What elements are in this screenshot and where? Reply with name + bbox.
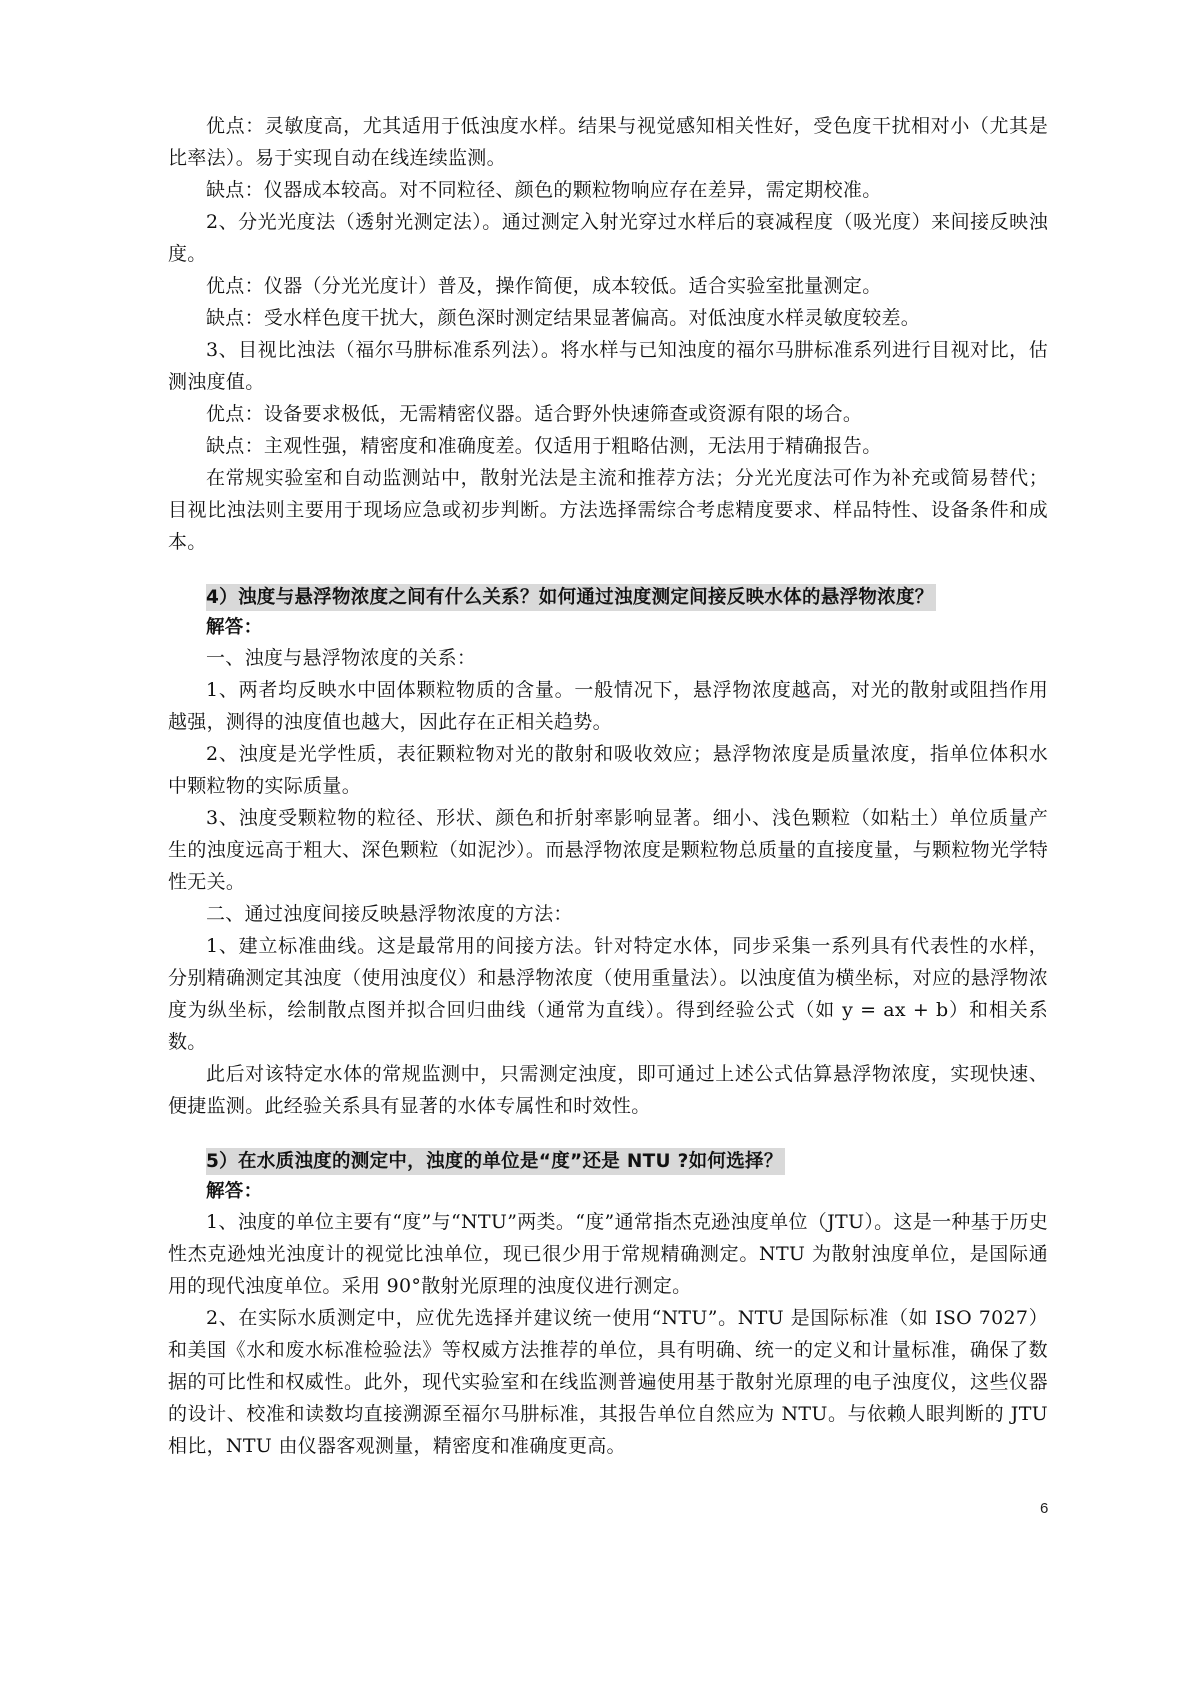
paragraph-scatter-advantages: 优点：灵敏度高，尤其适用于低浊度水样。结果与视觉感知相关性好，受色度干扰相对小（尤其是比率法）。易于实现自动在线连续监测。: [168, 115, 1048, 169]
question-4-text: 4）浊度与悬浮物浓度之间有什么关系？如何通过浊度测定间接反映水体的悬浮物浓度？: [206, 584, 936, 611]
question-5-text: 5）在水质浊度的测定中，浊度的单位是“度”还是 NTU ?如何选择？: [206, 1148, 785, 1175]
q5-paragraph-choice: 2、在实际水质测定中，应优先选择并建议统一使用“NTU”。NTU 是国际标准（如 ISO 7027）和美国《水和废水标准检验法》等权威方法推荐的单位，具有明确、统一的定义和计量标准，确保了数据的可比性和权威性。此外，现代实验室和在线监测普遍使用基于散射光原理的电子浊度仪，这些仪器的设计、校准和读数均直接溯源至福尔马肼标准，其报告单位自然应为 NTU。与依赖人眼判断的 JTU 相比，NTU 由仪器客观测量，精密度和准确度更高。: [168, 1307, 1049, 1457]
section-spacer: [168, 558, 1048, 582]
paragraph-method-summary: 在常规实验室和自动监测站中，散射光法是主流和推荐方法；分光光度法可作为补充或简易替代；目视比浊法则主要用于现场应急或初步判断。方法选择需综合考虑精度要求、样品特性、设备条件和成本。: [168, 467, 1048, 553]
q4-paragraph-standard-curve: 1、建立标准曲线。这是最常用的间接方法。针对特定水体，同步采集一系列具有代表性的水样，分别精确测定其浊度（使用浊度仪）和悬浮物浓度（使用重量法）。以浊度值为横坐标，对应的悬浮物浓度为纵坐标，绘制散点图并拟合回归曲线（通常为直线）。得到经验公式（如 y = ax + b）和相关系数。: [168, 935, 1048, 1053]
paragraph-visual-disadvantages: 缺点：主观性强，精密度和准确度差。仅适用于粗略估测，无法用于精确报告。: [206, 435, 882, 457]
answer-4-label: 解答：: [206, 617, 263, 638]
page-content: [168, 110, 1048, 1462]
answer-5-label: 解答：: [206, 1181, 263, 1202]
q5-paragraph-units: 1、浊度的单位主要有“度”与“NTU”两类。“度”通常指杰克逊浊度单位（JTU）。这是一种基于历史性杰克逊烛光浊度计的视觉比浊单位，现已很少用于常规精确测定。NTU 为散射浊度单位，是国际通用的现代浊度单位。采用 90°散射光原理的浊度仪进行测定。: [168, 1211, 1048, 1297]
question-5-heading: [168, 1146, 1048, 1178]
q4-paragraph-relation-heading: 一、浊度与悬浮物浓度的关系：: [206, 647, 477, 669]
section-spacer: [168, 1122, 1048, 1146]
q4-paragraph-point-3: 3、浊度受颗粒物的粒径、形状、颜色和折射率影响显著。细小、浅色颗粒（如粘土）单位质量产生的浊度远高于粗大、深色颗粒（如泥沙）。而悬浮物浓度是颗粒物总质量的直接度量，与颗粒物光学特性无关。: [168, 807, 1048, 893]
q4-paragraph-routine-monitoring: 此后对该特定水体的常规监测中，只需测定浊度，即可通过上述公式估算悬浮物浓度，实现快速、便捷监测。此经验关系具有显著的水体专属性和时效性。: [168, 1063, 1048, 1117]
paragraph-visual-method: 3、目视比浊法（福尔马肼标准系列法）。将水样与已知浊度的福尔马肼标准系列进行目视对比，估测浊度值。: [168, 339, 1048, 393]
paragraph-spectrophotometry: 2、分光光度法（透射光测定法）。通过测定入射光穿过水样后的衰减程度（吸光度）来间接反映浊度。: [168, 211, 1048, 265]
paragraph-spectro-advantages: 优点：仪器（分光光度计）普及，操作简便，成本较低。适合实验室批量测定。: [206, 275, 882, 297]
q4-paragraph-method-heading: 二、通过浊度间接反映悬浮物浓度的方法：: [206, 903, 573, 925]
question-4-heading: [168, 582, 1048, 614]
q4-paragraph-point-1: 1、两者均反映水中固体颗粒物质的含量。一般情况下，悬浮物浓度越高，对光的散射或阻挡作用越强，测得的浊度值也越大，因此存在正相关趋势。: [168, 679, 1048, 733]
paragraph-visual-advantages: 优点：设备要求极低，无需精密仪器。适合野外快速筛查或资源有限的场合。: [206, 403, 863, 425]
q4-paragraph-point-2: 2、浊度是光学性质，表征颗粒物对光的散射和吸收效应；悬浮物浓度是质量浓度，指单位体积水中颗粒物的实际质量。: [168, 743, 1048, 797]
page-number: 6: [1040, 1500, 1049, 1517]
paragraph-scatter-disadvantages: 缺点：仪器成本较高。对不同粒径、颜色的颗粒物响应存在差异，需定期校准。: [206, 179, 882, 201]
paragraph-spectro-disadvantages: 缺点：受水样色度干扰大，颜色深时测定结果显著偏高。对低浊度水样灵敏度较差。: [206, 307, 921, 329]
